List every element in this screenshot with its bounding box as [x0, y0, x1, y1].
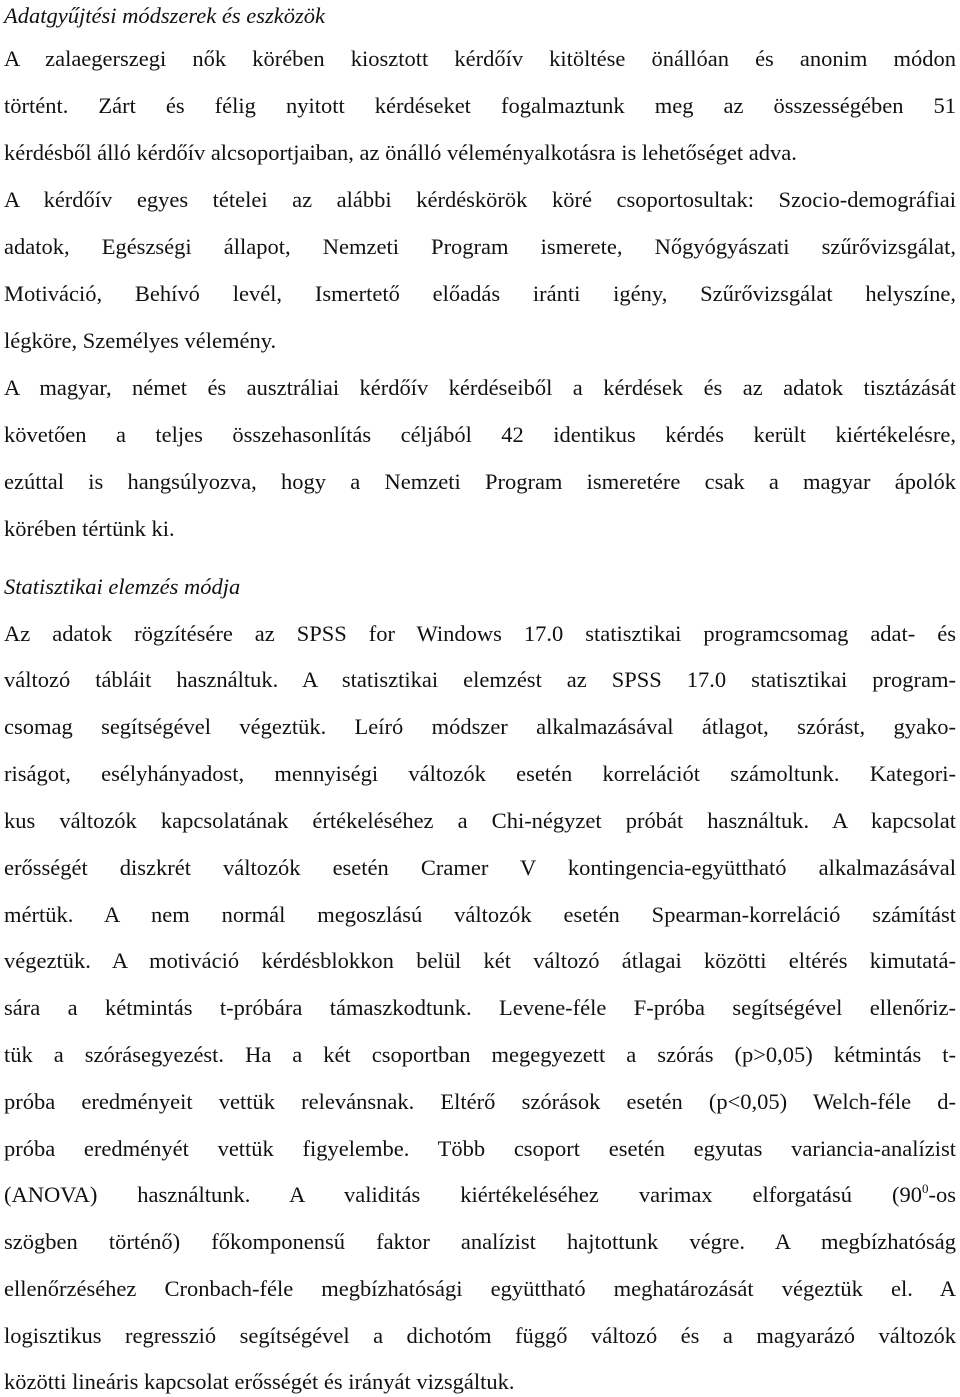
- paragraph-line: történt. Zárt és félig nyitott kérdéseket fogalmaztunk meg az összességében 51: [4, 93, 956, 118]
- paragraph-line: A kérdőív egyes tételei az alábbi kérdéskörök köré csoportosultak: Szocio-demográfiai: [4, 187, 956, 212]
- paragraph-line: körében tértünk ki.: [4, 516, 175, 541]
- paragraph-line: végeztük. A motiváció kérdésblokkon belül két változó átlagai közötti eltérés kimutatá-: [4, 948, 956, 973]
- paragraph-line: próba eredményeit vettük relevánsnak. Eltérő szórások esetén (p<0,05) Welch-féle d-: [4, 1089, 956, 1114]
- paragraph-line: közötti lineáris kapcsolat erősségét és irányát vizsgáltuk.: [4, 1369, 515, 1394]
- paragraph-line: légköre, Személyes vélemény.: [4, 328, 277, 353]
- paragraph-line: ezúttal is hangsúlyozva, hogy a Nemzeti Program ismeretére csak a magyar ápolók: [4, 469, 956, 494]
- paragraph-line: Az adatok rögzítésére az SPSS for Windows 17.0 statisztikai programcsomag adat- és: [4, 621, 956, 646]
- paragraph-line: mértük. A nem normál megoszlású változók esetén Spearman-korreláció számítást: [4, 902, 956, 927]
- paragraph-line: csomag segítségével végeztük. Leíró módszer alkalmazásával átlagot, szórást, gyako-: [4, 714, 956, 739]
- anova-text-after: -os: [928, 1182, 956, 1207]
- paragraph-line: A magyar, német és ausztráliai kérdőív kérdéseiből a kérdések és az adatok tisztázását: [4, 375, 956, 400]
- paragraph-line: erősségét diszkrét változók esetén Cramer V kontingencia-együttható alkalmazásával: [4, 855, 956, 880]
- section-heading-statistical-analysis: Statisztikai elemzés módja: [4, 574, 241, 599]
- degree-superscript: 0: [922, 1181, 929, 1196]
- paragraph-line: változó tábláit használtuk. A statisztikai elemzést az SPSS 17.0 statisztikai program-: [4, 667, 956, 692]
- paragraph-line: Motiváció, Behívó levél, Ismertető előadás iránti igény, Szűrővizsgálat helyszíne,: [4, 281, 956, 306]
- section-heading-data-collection: Adatgyűjtési módszerek és eszközök: [4, 3, 325, 28]
- paragraph-line: tük a szórásegyezést. Ha a két csoportban megegyezett a szórás (p>0,05) kétmintás t-: [4, 1042, 956, 1067]
- paragraph-line: követően a teljes összehasonlítás céljából 42 identikus kérdés került kiértékelésre,: [4, 422, 956, 447]
- paragraph-line: riságot, esélyhányadost, mennyiségi változók esetén korrelációt számoltunk. Kategori-: [4, 761, 956, 786]
- paragraph-line: kérdésből álló kérdőív alcsoportjaiban, az önálló véleményalkotásra is lehetőséget adva.: [4, 140, 797, 165]
- paragraph-line: szögben történő) főkomponensű faktor analízist hajtottunk végre. A megbízhatóság: [4, 1229, 956, 1254]
- paragraph-line: A zalaegerszegi nők körében kiosztott kérdőív kitöltése önállóan és anonim módon: [4, 46, 956, 71]
- paragraph-line: adatok, Egészségi állapot, Nemzeti Program ismerete, Nőgyógyászati szűrővizsgálat,: [4, 234, 956, 259]
- paragraph-line-anova: [4, 1181, 956, 1209]
- paragraph-line: kus változók kapcsolatának értékeléséhez a Chi-négyzet próbát használtuk. A kapcsolat: [4, 808, 956, 833]
- paragraph-line: ellenőrzéséhez Cronbach-féle megbízhatósági együttható meghatározását végeztük el. A: [4, 1276, 956, 1301]
- paragraph-line: próba eredményét vettük figyelembe. Több csoport esetén egyutas variancia-analízist: [4, 1136, 956, 1161]
- anova-text-before: (ANOVA) használtunk. A validitás kiértékeléséhez varimax elforgatású (90: [4, 1182, 922, 1207]
- paragraph-line: logisztikus regresszió segítségével a dichotóm függő változó és a magyarázó változók: [4, 1323, 956, 1348]
- paragraph-line: sára a kétmintás t-próbára támaszkodtunk. Levene-féle F-próba segítségével ellenőriz-: [4, 995, 956, 1020]
